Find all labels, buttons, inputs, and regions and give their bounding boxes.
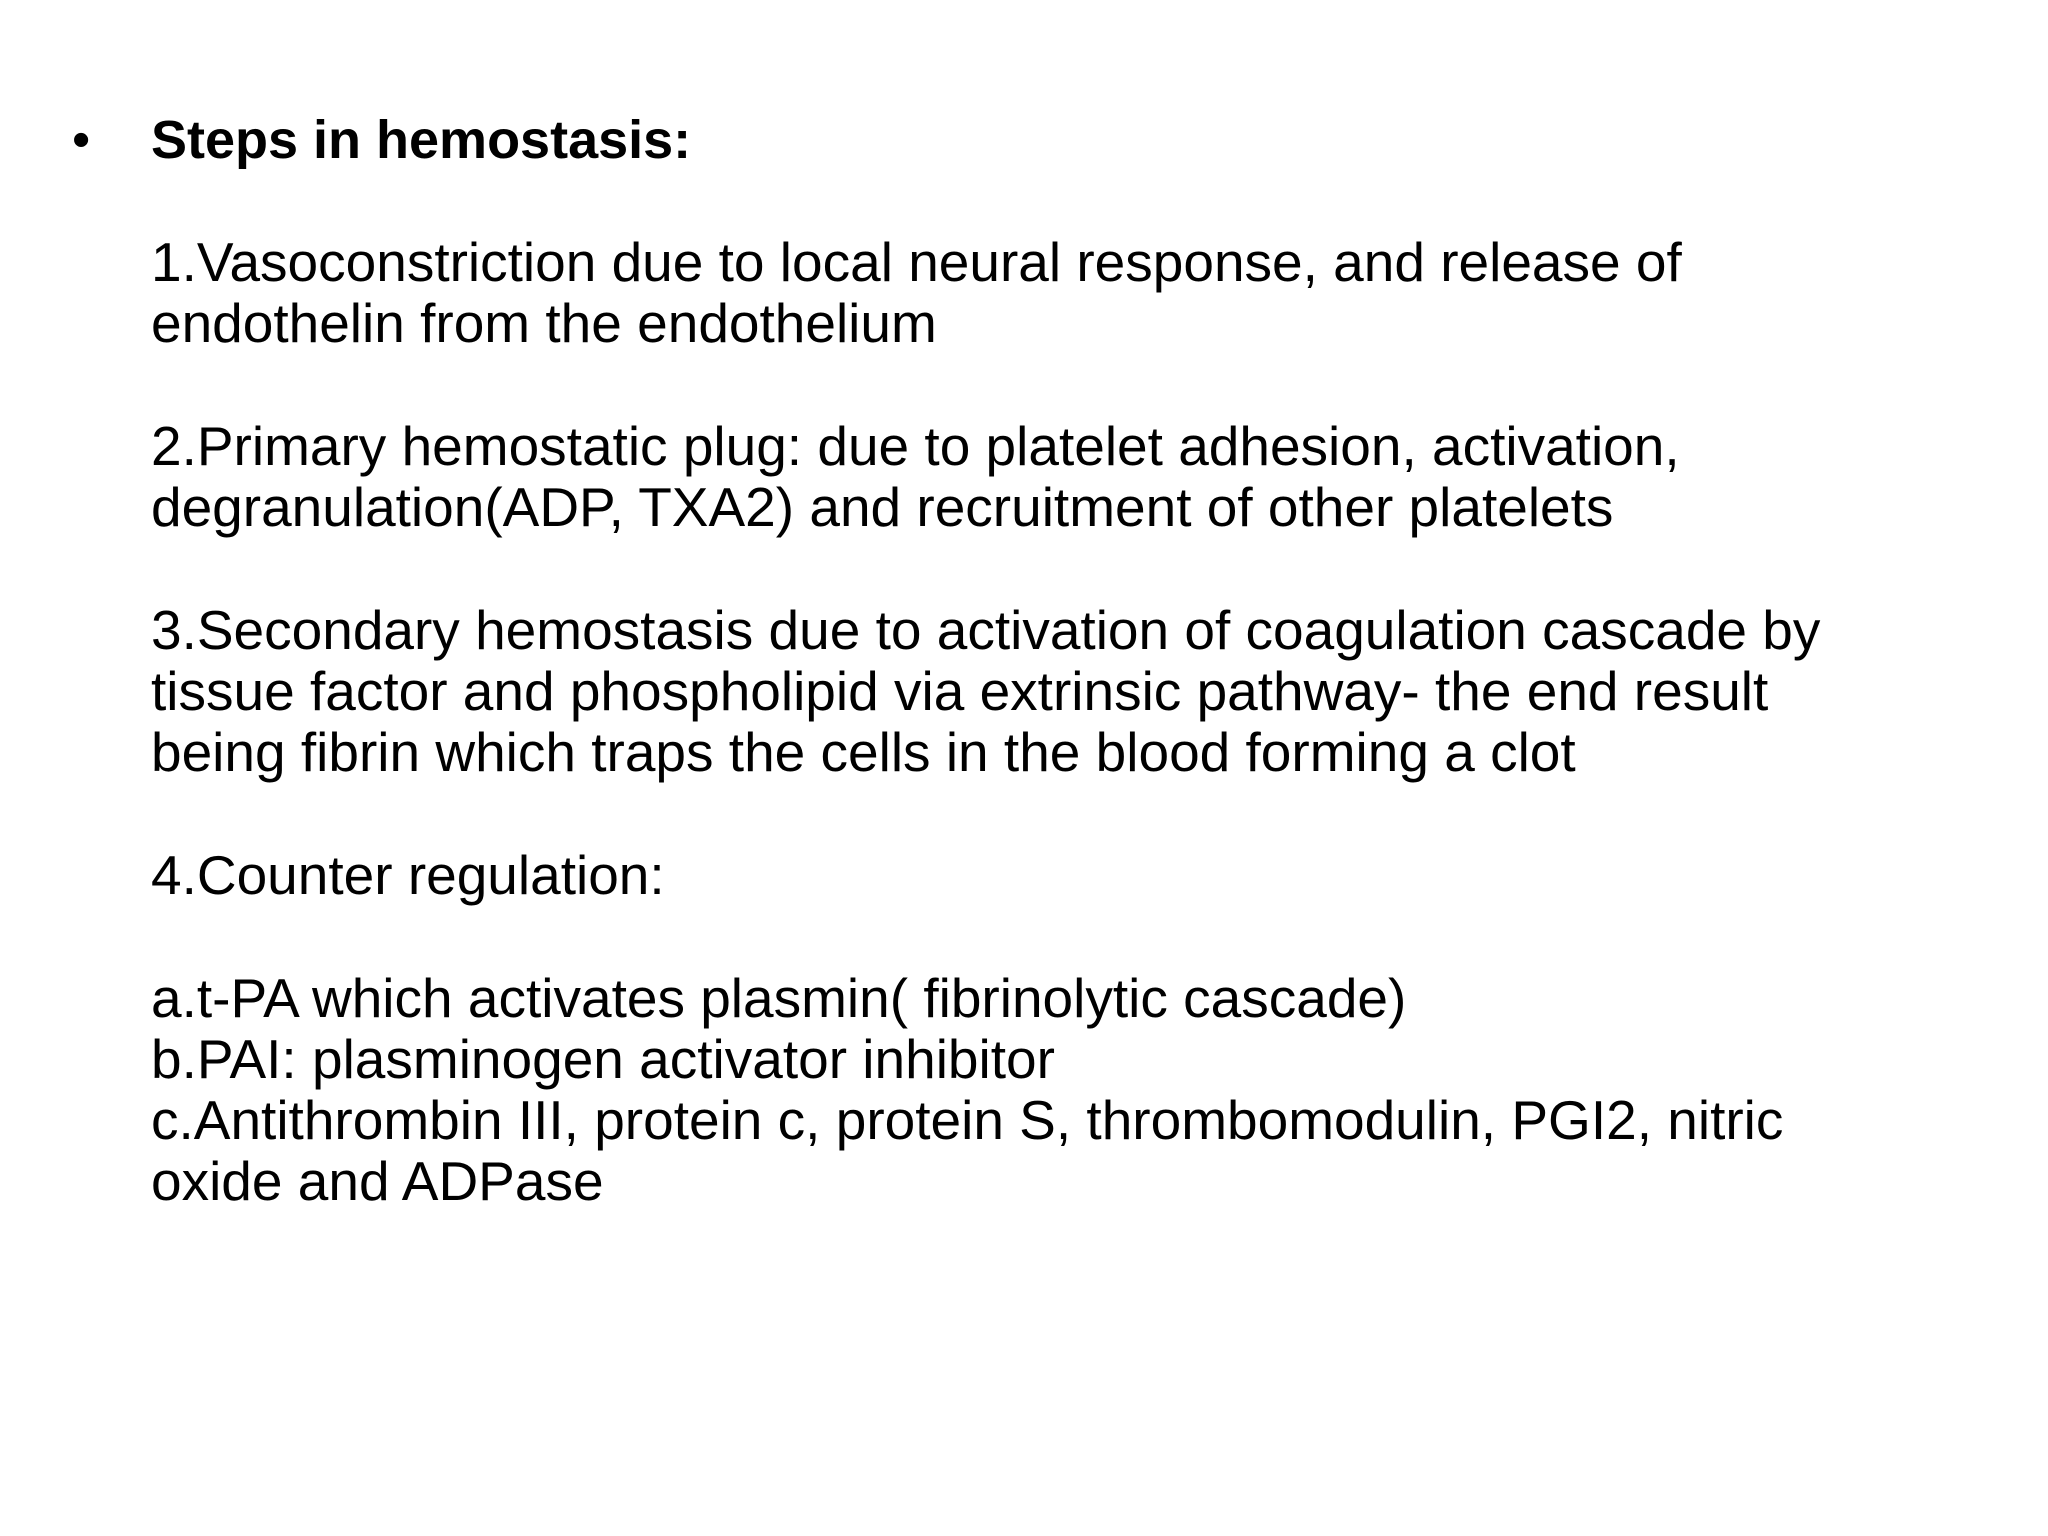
step-1-line-1: 1.Vasoconstriction due to local neural response, and release of bbox=[151, 231, 1682, 293]
step-3-line-2: tissue factor and phospholipid via extrinsic pathway- the end result bbox=[151, 660, 1769, 722]
step-2-line-1: 2.Primary hemostatic plug: due to platelet adhesion, activation, bbox=[151, 415, 1680, 477]
step-3-line-1: 3.Secondary hemostasis due to activation of coagulation cascade by bbox=[151, 599, 1821, 661]
step-4-title: 4.Counter regulation: bbox=[151, 844, 665, 906]
step-1-line-2: endothelin from the endothelium bbox=[151, 292, 937, 354]
step-4 bbox=[151, 845, 1991, 906]
step-3 bbox=[151, 600, 1991, 783]
step-3-line-3: being fibrin which traps the cells in the blood forming a clot bbox=[151, 721, 1576, 783]
slide-content bbox=[151, 108, 1991, 1212]
counter-regulation-item-c-line-2: oxide and ADPase bbox=[151, 1150, 604, 1212]
counter-regulation-list bbox=[151, 968, 1991, 1212]
step-2-line-2: degranulation(ADP, TXA2) and recruitment of other platelets bbox=[151, 476, 1614, 538]
counter-regulation-item-a: a.t-PA which activates plasmin( fibrinolytic cascade) bbox=[151, 967, 1407, 1029]
counter-regulation-item-b: b.PAI: plasminogen activator inhibitor bbox=[151, 1028, 1055, 1090]
counter-regulation-item-c-line-1: c.Antithrombin III, protein c, protein S, thrombomodulin, PGI2, nitric bbox=[151, 1089, 1784, 1151]
step-2 bbox=[151, 416, 1991, 538]
bullet-marker: • bbox=[72, 111, 91, 169]
step-1 bbox=[151, 232, 1991, 354]
slide-heading: Steps in hemostasis: bbox=[151, 110, 692, 170]
